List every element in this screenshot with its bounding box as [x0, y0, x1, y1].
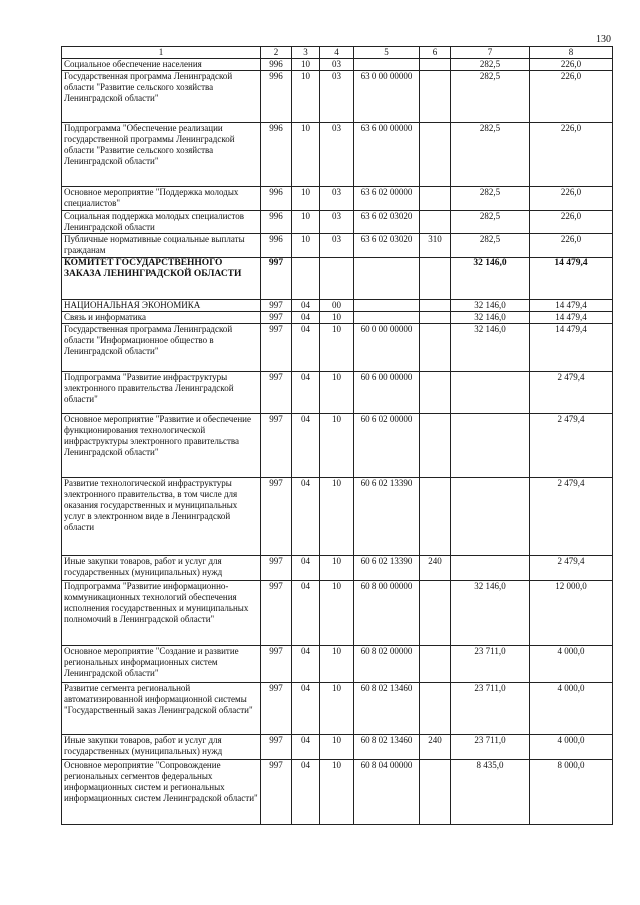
table-row — [62, 324, 613, 372]
row-name: НАЦИОНАЛЬНАЯ ЭКОНОМИКА — [62, 300, 261, 312]
code-cell: 04 — [292, 414, 320, 478]
amount-cell: 282,5 — [451, 234, 530, 258]
code-cell: 04 — [292, 478, 320, 556]
amount-cell: 8 000,0 — [530, 760, 613, 825]
code-cell: 04 — [292, 581, 320, 646]
code-cell: 04 — [292, 556, 320, 581]
code-cell: 63 6 02 00000 — [354, 187, 420, 211]
code-cell: 10 — [320, 312, 354, 324]
amount-cell: 282,5 — [451, 59, 530, 71]
code-cell: 03 — [320, 187, 354, 211]
code-cell — [420, 71, 451, 123]
table-row — [62, 123, 613, 187]
code-cell: 60 0 00 00000 — [354, 324, 420, 372]
code-cell: 60 6 02 00000 — [354, 414, 420, 478]
code-cell: 10 — [320, 760, 354, 825]
code-cell: 997 — [261, 478, 292, 556]
row-name: Государственная программа Ленинградской области "Развитие сельского хозяйства Ленинградской области" — [62, 71, 261, 123]
table-row — [62, 234, 613, 258]
code-cell: 997 — [261, 683, 292, 735]
code-cell: 60 8 04 00000 — [354, 760, 420, 825]
budget-table — [61, 46, 613, 825]
code-cell: 997 — [261, 556, 292, 581]
row-name: Иные закупки товаров, работ и услуг для государственных (муниципальных) нужд — [62, 735, 261, 760]
code-cell: 997 — [261, 760, 292, 825]
table-row — [62, 187, 613, 211]
amount-cell: 32 146,0 — [451, 581, 530, 646]
column-header: 5 — [354, 47, 420, 59]
row-name: Подпрограмма "Развитие инфраструктуры электронного правительства Ленинградской области" — [62, 372, 261, 414]
code-cell: 10 — [320, 735, 354, 760]
code-cell — [420, 300, 451, 312]
code-cell: 03 — [320, 211, 354, 234]
table-row — [62, 683, 613, 735]
table-row — [62, 414, 613, 478]
code-cell — [420, 312, 451, 324]
code-cell — [420, 581, 451, 646]
column-header: 6 — [420, 47, 451, 59]
row-name: Публичные нормативные социальные выплаты гражданам — [62, 234, 261, 258]
code-cell: 63 6 02 03020 — [354, 234, 420, 258]
code-cell: 997 — [261, 372, 292, 414]
code-cell: 997 — [261, 581, 292, 646]
code-cell: 04 — [292, 372, 320, 414]
code-cell: 04 — [292, 760, 320, 825]
code-cell: 10 — [320, 683, 354, 735]
code-cell — [420, 760, 451, 825]
amount-cell: 2 479,4 — [530, 414, 613, 478]
row-name: Основное мероприятие "Поддержка молодых специалистов" — [62, 187, 261, 211]
amount-cell: 4 000,0 — [530, 683, 613, 735]
amount-cell — [451, 556, 530, 581]
code-cell: 63 6 00 00000 — [354, 123, 420, 187]
code-cell: 10 — [320, 372, 354, 414]
code-cell — [420, 683, 451, 735]
table-row — [62, 312, 613, 324]
code-cell — [420, 646, 451, 683]
column-header: 3 — [292, 47, 320, 59]
code-cell — [292, 258, 320, 300]
column-header: 2 — [261, 47, 292, 59]
code-cell — [420, 324, 451, 372]
row-name: Связь и информатика — [62, 312, 261, 324]
code-cell: 10 — [292, 71, 320, 123]
column-header: 1 — [62, 47, 261, 59]
code-cell: 04 — [292, 312, 320, 324]
row-name: Развитие сегмента региональной автоматизированной информационной системы "Государственный заказ Ленинградской области" — [62, 683, 261, 735]
code-cell: 03 — [320, 71, 354, 123]
code-cell: 996 — [261, 123, 292, 187]
amount-cell: 23 711,0 — [451, 646, 530, 683]
amount-cell: 2 479,4 — [530, 478, 613, 556]
code-cell: 60 8 02 13460 — [354, 683, 420, 735]
amount-cell: 226,0 — [530, 59, 613, 71]
code-cell: 240 — [420, 556, 451, 581]
code-cell: 04 — [292, 735, 320, 760]
row-name: Основное мероприятие "Создание и развитие региональных информационных систем Ленинградской области" — [62, 646, 261, 683]
code-cell: 60 8 00 00000 — [354, 581, 420, 646]
column-header: 8 — [530, 47, 613, 59]
row-name: Подпрограмма "Обеспечение реализации государственной программы Ленинградской области "Развитие сельского хозяйства Ленинградской области" — [62, 123, 261, 187]
code-cell — [354, 59, 420, 71]
amount-cell: 226,0 — [530, 71, 613, 123]
code-cell: 60 8 02 13460 — [354, 735, 420, 760]
amount-cell: 14 479,4 — [530, 324, 613, 372]
amount-cell: 282,5 — [451, 123, 530, 187]
column-header: 4 — [320, 47, 354, 59]
row-name: Социальное обеспечение населения — [62, 59, 261, 71]
amount-cell: 4 000,0 — [530, 646, 613, 683]
code-cell — [420, 414, 451, 478]
code-cell: 10 — [320, 581, 354, 646]
amount-cell: 226,0 — [530, 234, 613, 258]
code-cell — [354, 300, 420, 312]
table-row — [62, 478, 613, 556]
amount-cell: 32 146,0 — [451, 258, 530, 300]
amount-cell: 282,5 — [451, 71, 530, 123]
table-row — [62, 735, 613, 760]
code-cell: 04 — [292, 300, 320, 312]
amount-cell: 2 479,4 — [530, 556, 613, 581]
amount-cell: 14 479,4 — [530, 258, 613, 300]
code-cell — [354, 258, 420, 300]
code-cell: 10 — [320, 646, 354, 683]
table-header-row — [62, 47, 613, 59]
row-name: Подпрограмма "Развитие информационно-коммуникационных технологий обеспечения исполнения государственных и муниципальных полномочий в Ленинградской области" — [62, 581, 261, 646]
code-cell: 997 — [261, 312, 292, 324]
row-name: Социальная поддержка молодых специалистов Ленинградской области — [62, 211, 261, 234]
code-cell: 10 — [320, 556, 354, 581]
code-cell — [420, 372, 451, 414]
row-name: КОМИТЕТ ГОСУДАРСТВЕННОГО ЗАКАЗА ЛЕНИНГРАДСКОЙ ОБЛАСТИ — [62, 258, 261, 300]
amount-cell: 23 711,0 — [451, 735, 530, 760]
amount-cell — [451, 478, 530, 556]
row-name: Основное мероприятие "Развитие и обеспечение функционирования технологической инфраструктуры электронного правительства Ленинградской области" — [62, 414, 261, 478]
code-cell — [320, 258, 354, 300]
code-cell — [420, 187, 451, 211]
code-cell: 03 — [320, 123, 354, 187]
amount-cell — [451, 372, 530, 414]
page-number: 130 — [596, 34, 611, 45]
code-cell — [420, 211, 451, 234]
code-cell: 997 — [261, 300, 292, 312]
code-cell: 04 — [292, 324, 320, 372]
table-row — [62, 59, 613, 71]
code-cell: 996 — [261, 59, 292, 71]
table-row — [62, 581, 613, 646]
code-cell: 996 — [261, 234, 292, 258]
row-name: Иные закупки товаров, работ и услуг для государственных (муниципальных) нужд — [62, 556, 261, 581]
code-cell: 997 — [261, 735, 292, 760]
amount-cell: 2 479,4 — [530, 372, 613, 414]
amount-cell: 32 146,0 — [451, 300, 530, 312]
code-cell: 10 — [292, 234, 320, 258]
code-cell: 10 — [292, 59, 320, 71]
amount-cell: 226,0 — [530, 123, 613, 187]
table-row — [62, 556, 613, 581]
code-cell: 996 — [261, 211, 292, 234]
amount-cell: 4 000,0 — [530, 735, 613, 760]
row-name: Основное мероприятие "Сопровождение региональных сегментов федеральных информационных систем и региональных информационных систем Ленинградской области" — [62, 760, 261, 825]
amount-cell: 226,0 — [530, 211, 613, 234]
amount-cell: 23 711,0 — [451, 683, 530, 735]
amount-cell: 32 146,0 — [451, 312, 530, 324]
amount-cell — [451, 414, 530, 478]
table-row — [62, 71, 613, 123]
amount-cell: 282,5 — [451, 211, 530, 234]
amount-cell: 14 479,4 — [530, 300, 613, 312]
code-cell: 10 — [292, 187, 320, 211]
code-cell: 00 — [320, 300, 354, 312]
code-cell: 997 — [261, 646, 292, 683]
code-cell: 60 8 02 00000 — [354, 646, 420, 683]
code-cell: 10 — [320, 414, 354, 478]
code-cell: 10 — [292, 123, 320, 187]
code-cell: 10 — [292, 211, 320, 234]
code-cell: 60 6 02 13390 — [354, 478, 420, 556]
table-row — [62, 300, 613, 312]
code-cell: 996 — [261, 187, 292, 211]
code-cell — [420, 258, 451, 300]
code-cell — [420, 478, 451, 556]
table-row — [62, 760, 613, 825]
code-cell: 310 — [420, 234, 451, 258]
code-cell: 997 — [261, 414, 292, 478]
code-cell: 03 — [320, 59, 354, 71]
code-cell: 04 — [292, 683, 320, 735]
row-name: Развитие технологической инфраструктуры электронного правительства, в том числе для оказания государственных и муниципальных услуг в электронном виде в Ленинградской области — [62, 478, 261, 556]
code-cell: 10 — [320, 478, 354, 556]
code-cell: 240 — [420, 735, 451, 760]
code-cell — [354, 312, 420, 324]
amount-cell: 282,5 — [451, 187, 530, 211]
code-cell: 997 — [261, 324, 292, 372]
code-cell: 60 6 02 13390 — [354, 556, 420, 581]
code-cell: 63 6 02 03020 — [354, 211, 420, 234]
amount-cell: 226,0 — [530, 187, 613, 211]
code-cell: 996 — [261, 71, 292, 123]
code-cell: 04 — [292, 646, 320, 683]
amount-cell: 8 435,0 — [451, 760, 530, 825]
column-header: 7 — [451, 47, 530, 59]
table-row — [62, 211, 613, 234]
amount-cell: 12 000,0 — [530, 581, 613, 646]
amount-cell: 14 479,4 — [530, 312, 613, 324]
row-name: Государственная программа Ленинградской области "Информационное общество в Ленинградской области" — [62, 324, 261, 372]
code-cell: 60 6 00 00000 — [354, 372, 420, 414]
code-cell: 997 — [261, 258, 292, 300]
code-cell: 63 0 00 00000 — [354, 71, 420, 123]
code-cell — [420, 123, 451, 187]
code-cell: 03 — [320, 234, 354, 258]
table-row — [62, 372, 613, 414]
amount-cell: 32 146,0 — [451, 324, 530, 372]
table-row — [62, 258, 613, 300]
code-cell — [420, 59, 451, 71]
code-cell: 10 — [320, 324, 354, 372]
table-row — [62, 646, 613, 683]
